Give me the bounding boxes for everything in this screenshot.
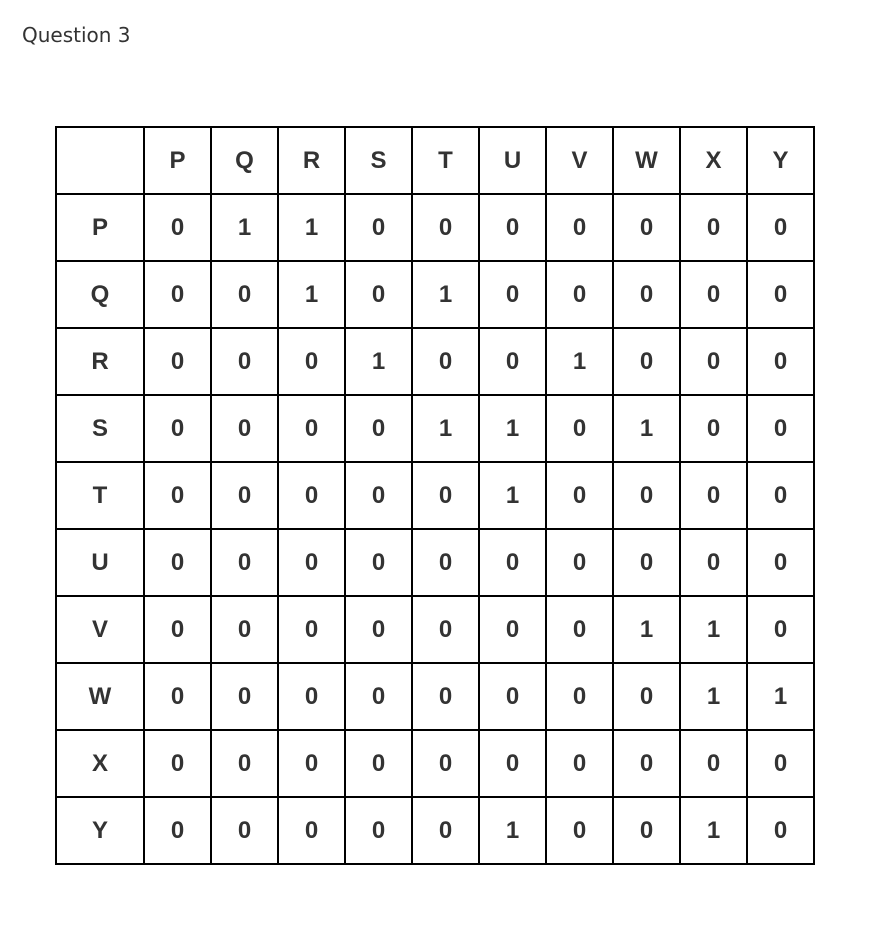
matrix-cell: 0	[613, 194, 680, 261]
adjacency-matrix-table	[55, 126, 815, 865]
matrix-cell: 1	[613, 596, 680, 663]
matrix-cell: 0	[211, 730, 278, 797]
question-title: Question 3	[22, 23, 131, 47]
matrix-cell: 0	[680, 194, 747, 261]
matrix-cell: 1	[546, 328, 613, 395]
table-row	[56, 328, 814, 395]
matrix-cell: 0	[211, 596, 278, 663]
matrix-cell: 0	[747, 462, 814, 529]
matrix-cell: 0	[613, 529, 680, 596]
matrix-cell: 0	[479, 261, 546, 328]
matrix-cell: 0	[278, 596, 345, 663]
table-row	[56, 261, 814, 328]
matrix-cell: 0	[412, 797, 479, 864]
column-header-r: R	[278, 127, 345, 194]
column-header-w: W	[613, 127, 680, 194]
column-header-s: S	[345, 127, 412, 194]
matrix-cell: 0	[412, 529, 479, 596]
matrix-cell: 0	[546, 462, 613, 529]
matrix-cell: 0	[412, 596, 479, 663]
matrix-cell: 1	[747, 663, 814, 730]
matrix-cell: 0	[680, 395, 747, 462]
matrix-cell: 0	[278, 663, 345, 730]
matrix-cell: 1	[479, 462, 546, 529]
matrix-cell: 0	[546, 663, 613, 730]
column-header-x: X	[680, 127, 747, 194]
table-row	[56, 596, 814, 663]
column-header-t: T	[412, 127, 479, 194]
row-header: U	[56, 529, 144, 596]
matrix-cell: 0	[278, 395, 345, 462]
matrix-cell: 0	[412, 328, 479, 395]
matrix-cell: 0	[747, 194, 814, 261]
matrix-cell: 1	[479, 797, 546, 864]
matrix-cell: 0	[144, 596, 211, 663]
matrix-cell: 0	[747, 529, 814, 596]
matrix-cell: 0	[479, 194, 546, 261]
matrix-cell: 0	[613, 328, 680, 395]
matrix-cell: 0	[479, 730, 546, 797]
matrix-cell: 0	[680, 261, 747, 328]
row-header: V	[56, 596, 144, 663]
matrix-cell: 0	[144, 194, 211, 261]
matrix-cell: 1	[412, 261, 479, 328]
matrix-cell: 1	[278, 261, 345, 328]
row-header: P	[56, 194, 144, 261]
matrix-cell: 0	[144, 462, 211, 529]
matrix-cell: 0	[211, 261, 278, 328]
matrix-cell: 1	[479, 395, 546, 462]
matrix-cell: 0	[345, 194, 412, 261]
header-row	[56, 127, 814, 194]
matrix-cell: 0	[747, 261, 814, 328]
matrix-cell: 0	[211, 663, 278, 730]
matrix-cell: 1	[211, 194, 278, 261]
matrix-cell: 0	[144, 529, 211, 596]
matrix-cell: 1	[278, 194, 345, 261]
matrix-cell: 0	[211, 328, 278, 395]
table-row	[56, 395, 814, 462]
matrix-cell: 0	[479, 663, 546, 730]
matrix-cell: 0	[680, 328, 747, 395]
matrix-cell: 0	[211, 529, 278, 596]
column-header-u: U	[479, 127, 546, 194]
matrix-cell: 0	[345, 797, 412, 864]
matrix-cell: 0	[747, 797, 814, 864]
matrix-cell: 0	[546, 261, 613, 328]
matrix-cell: 0	[613, 261, 680, 328]
matrix-cell: 0	[345, 462, 412, 529]
matrix-cell: 1	[345, 328, 412, 395]
matrix-cell: 0	[680, 730, 747, 797]
column-header-p: P	[144, 127, 211, 194]
matrix-cell: 0	[278, 797, 345, 864]
column-header-y: Y	[747, 127, 814, 194]
matrix-cell: 0	[412, 663, 479, 730]
table-row	[56, 194, 814, 261]
matrix-cell: 0	[747, 395, 814, 462]
row-header: S	[56, 395, 144, 462]
matrix-cell: 0	[144, 730, 211, 797]
row-header: R	[56, 328, 144, 395]
matrix-cell: 0	[412, 194, 479, 261]
matrix-cell: 0	[680, 462, 747, 529]
matrix-cell: 0	[479, 328, 546, 395]
matrix-cell: 0	[144, 797, 211, 864]
matrix-cell: 0	[278, 529, 345, 596]
matrix-cell: 0	[546, 194, 613, 261]
table-row	[56, 730, 814, 797]
table-row	[56, 797, 814, 864]
matrix-cell: 0	[144, 663, 211, 730]
row-header: T	[56, 462, 144, 529]
matrix-cell: 1	[680, 797, 747, 864]
matrix-cell: 0	[345, 596, 412, 663]
matrix-cell: 0	[546, 797, 613, 864]
matrix-cell: 0	[613, 462, 680, 529]
matrix-cell: 1	[412, 395, 479, 462]
matrix-cell: 1	[680, 663, 747, 730]
matrix-cell: 0	[747, 730, 814, 797]
column-header-v: V	[546, 127, 613, 194]
column-header-q: Q	[211, 127, 278, 194]
matrix-cell: 0	[412, 730, 479, 797]
matrix-cell: 0	[479, 529, 546, 596]
matrix-cell: 0	[613, 797, 680, 864]
corner-cell	[56, 127, 144, 194]
matrix-cell: 0	[144, 395, 211, 462]
matrix-cell: 0	[747, 596, 814, 663]
matrix-cell: 0	[211, 462, 278, 529]
row-header: W	[56, 663, 144, 730]
matrix-cell: 0	[546, 395, 613, 462]
matrix-cell: 0	[680, 529, 747, 596]
table-row	[56, 663, 814, 730]
matrix-cell: 0	[546, 730, 613, 797]
matrix-cell: 0	[345, 261, 412, 328]
matrix-cell: 0	[144, 261, 211, 328]
matrix-cell: 0	[278, 730, 345, 797]
matrix-cell: 0	[546, 529, 613, 596]
matrix-cell: 0	[747, 328, 814, 395]
matrix-cell: 0	[613, 663, 680, 730]
matrix-cell: 0	[479, 596, 546, 663]
matrix-cell: 0	[345, 663, 412, 730]
matrix-cell: 0	[345, 529, 412, 596]
table-row	[56, 462, 814, 529]
matrix-cell: 0	[546, 596, 613, 663]
row-header: Y	[56, 797, 144, 864]
matrix-cell: 1	[680, 596, 747, 663]
row-header: Q	[56, 261, 144, 328]
matrix-cell: 0	[211, 395, 278, 462]
matrix-cell: 0	[211, 797, 278, 864]
row-header: X	[56, 730, 144, 797]
matrix-cell: 0	[278, 328, 345, 395]
matrix-cell: 0	[144, 328, 211, 395]
matrix-cell: 1	[613, 395, 680, 462]
matrix-cell: 0	[345, 730, 412, 797]
matrix-cell: 0	[345, 395, 412, 462]
matrix-cell: 0	[613, 730, 680, 797]
matrix-body	[56, 194, 814, 864]
matrix-cell: 0	[278, 462, 345, 529]
matrix-cell: 0	[412, 462, 479, 529]
table-row	[56, 529, 814, 596]
